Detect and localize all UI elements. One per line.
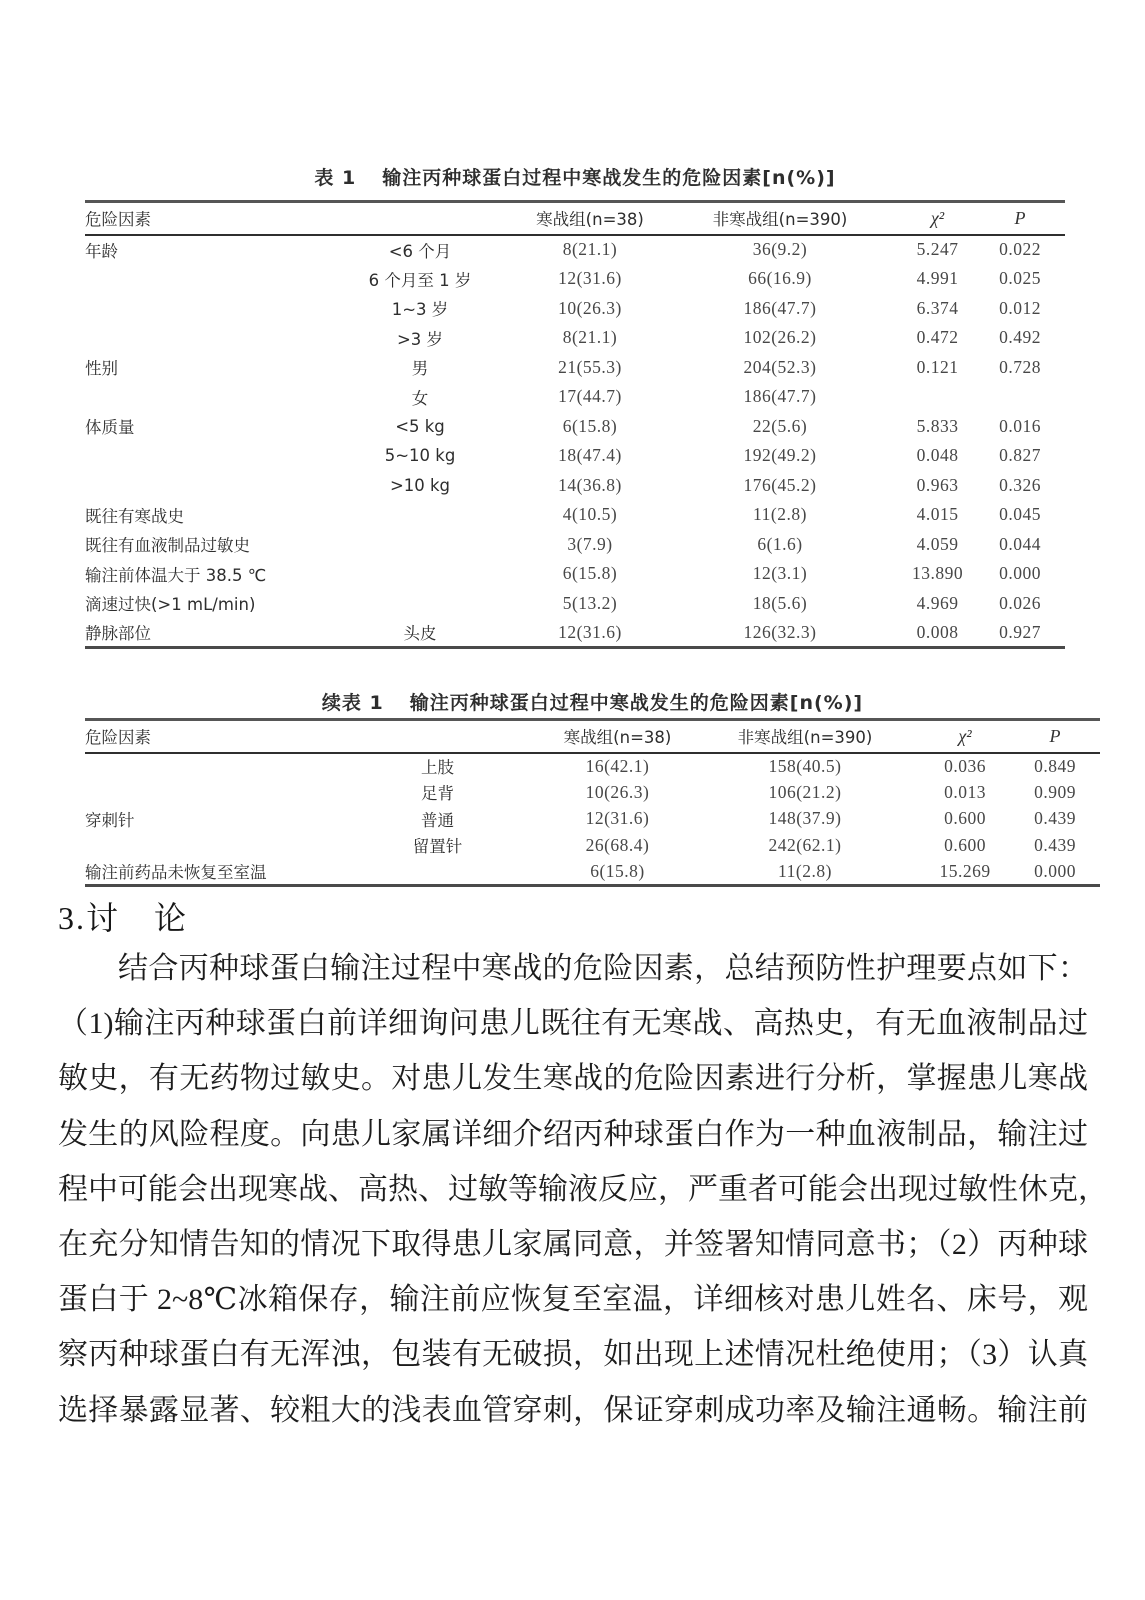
table-cell: 6(15.8) [562,563,618,584]
table-cell: 22(5.6) [752,415,808,436]
table-cell: 0.000 [1034,860,1076,881]
table-cell: 0.000 [999,563,1041,584]
table-cell: 0.026 [999,592,1041,613]
table-cell: 11(2.8) [778,860,832,881]
table-cell [320,500,520,530]
table-cell: 5(13.2) [562,592,618,613]
table-cell: 0.016 [999,415,1041,436]
table-row [85,294,1065,324]
table-row [85,323,1065,353]
paragraph-line: 敏史，有无药物过敏史。对患儿发生寒战的危险因素进行分析，掌握患儿寒战 [58,1062,1088,1096]
table-cell: 上肢 [421,758,454,778]
table-cell: 足背 [421,784,454,804]
table-cell: 女 [411,388,429,408]
table-cell: 16(42.1) [585,755,650,776]
table-cell [320,559,520,589]
table-cell: 0.927 [999,621,1041,642]
table-header-cell: 寒战组(n=38) [536,210,644,230]
table-header-cell: P [1014,207,1026,228]
table-row [85,832,1100,859]
table-cell: 0.045 [999,504,1041,525]
table-cell [85,382,320,412]
table-cell: 0.728 [999,356,1041,377]
table-cell: 11(2.8) [753,504,807,525]
table-cell: 36(9.2) [752,239,808,260]
table-cell [85,323,320,353]
table-cell: 204(52.3) [743,356,817,377]
table-cell [85,441,320,471]
table-cell [85,471,320,501]
table-cell: 静脉部位 [85,624,151,643]
table-cell: 158(40.5) [768,755,842,776]
table-header-cell [330,720,545,753]
table2-title [85,688,1100,715]
table-header-cell: χ² [930,207,945,228]
table-cell [330,859,545,886]
table-row [85,559,1065,589]
table-row [85,589,1065,619]
table-cell: 0.022 [999,239,1041,260]
table-cell: 4.969 [916,592,959,613]
table-cell: 输注前药品未恢复至室温 [85,863,267,882]
table-cell: 18(5.6) [752,592,808,613]
table-cell: 10(26.3) [558,297,622,318]
table-header-cell [320,202,520,235]
paragraph-line: 程中可能会出现寒战、高热、过敏等输液反应，严重者可能会出现过敏性休克， [58,1172,1108,1206]
table-cell: 0.326 [999,474,1041,495]
table-cell [975,382,1065,412]
table-cell: 6 个月至 1 岁 [368,270,472,290]
table-cell: 176(45.2) [743,474,817,495]
table-cell: 15.269 [939,860,991,881]
table-cell: 0.439 [1034,834,1076,855]
paragraph-line: 选择暴露显著、较粗大的浅表血管穿刺，保证穿刺成功率及输注通畅。输注前 [58,1393,1088,1427]
table-cell: 14(36.8) [558,474,622,495]
paragraph-line: 察丙种球蛋白有无浑浊，包装有无破损，如出现上述情况杜绝使用；（3）认真 [58,1338,1088,1372]
table-cell: 头皮 [403,624,437,643]
paragraph-line: 结合丙种球蛋白输注过程中寒战的危险因素，总结预防性护理要点如下： [118,952,1088,985]
table-cell: 148(37.9) [768,808,842,829]
table2-title-label: 续表 1 [321,692,384,714]
table-cell: 6(15.8) [590,860,645,881]
table-cell: 0.963 [916,474,959,495]
table-header-cell: 非寒战组(n=390) [737,728,873,748]
table-cell: 0.600 [944,808,986,829]
table-cell: 0.600 [944,834,986,855]
table-cell: 5~10 kg [384,446,456,466]
table-cell: 12(31.6) [558,621,622,642]
paragraph-line: 蛋白于 2~8℃冰箱保存，输注前应恢复至室温，详细核对患儿姓名、床号，观 [58,1283,1088,1317]
table-cell: 0.036 [944,755,986,776]
table-cell: 既往有寒战史 [85,506,184,526]
table-cell: 留置针 [412,837,463,857]
table-cell: 0.025 [999,268,1041,289]
table-row [85,859,1100,886]
table-cell: 0.121 [916,356,959,377]
table-header-cell: 危险因素 [85,728,151,748]
paragraph-line: （1)输注丙种球蛋白前详细询问患儿既往有无寒战、高热史，有无血液制品过 [58,1007,1088,1041]
discussion-heading: 3.讨 论 [58,900,189,936]
table1-header [85,202,1065,235]
table-row [85,264,1065,294]
table-header-row [85,202,1065,235]
table-row [85,753,1100,780]
table-cell: 4.991 [916,268,959,289]
table-cell: <6 个月 [388,241,452,261]
table-header-cell: 寒战组(n=38) [563,728,672,748]
table-cell: 0.048 [916,445,959,466]
table-row [85,618,1065,648]
table-cell: 0.849 [1034,755,1076,776]
table-cell: 5.833 [916,415,959,436]
table-row [85,779,1100,806]
table-cell: 6(15.8) [562,415,618,436]
table-cell: 12(3.1) [752,563,808,584]
table-cell: 0.909 [1034,781,1076,802]
table2-title-text: 输注丙种球蛋白过程中寒战发生的危险因素[n(%)] [409,692,864,714]
table-cell: 0.008 [916,621,959,642]
table-row [85,806,1100,833]
table-cell: 1~3 岁 [391,300,449,320]
table-row [85,500,1065,530]
table-row [85,235,1065,265]
table1-title-text: 输注丙种球蛋白过程中寒战发生的危险因素[n(%)] [382,167,836,189]
table-header-cell: χ² [958,725,972,746]
table-cell: 0.013 [944,781,986,802]
table-row [85,441,1065,471]
paragraph-line: 发生的风险程度。向患儿家属详细介绍丙种球蛋白作为一种血液制品，输注过 [58,1117,1088,1151]
table1-title [85,163,1065,190]
table-cell: 0.472 [916,327,959,348]
table-cell [320,530,520,560]
table-cell: 13.890 [911,563,964,584]
table-row [85,353,1065,383]
table-cell [85,264,320,294]
table-cell: 186(47.7) [743,297,817,318]
table-cell: 0.827 [999,445,1041,466]
table1-body [85,235,1065,648]
paragraph-line: 在充分知情告知的情况下取得患儿家属同意，并签署知情同意书；（2）丙种球 [58,1227,1088,1261]
table-cell [85,832,330,859]
table-cell: 输注前体温大于 38.5 ℃ [85,565,267,585]
table-cell: <5 kg [395,416,445,436]
table-cell: 既往有血液制品过敏史 [85,536,250,556]
table2-header [85,720,1100,753]
table-cell: 0.439 [1034,808,1076,829]
table-cell [900,382,975,412]
table2-body [85,753,1100,886]
table-cell [85,294,320,324]
table-cell: 男 [411,359,429,379]
table-cell: 普通 [421,810,454,830]
table-cell: 106(21.2) [768,781,842,802]
table1 [85,200,1065,649]
table-cell: 4(10.5) [562,504,618,525]
table-row [85,412,1065,442]
table-cell: 66(16.9) [748,268,812,289]
table-cell: 17(44.7) [558,386,622,407]
table-header-cell: P [1049,725,1061,746]
table-cell: 6.374 [916,297,959,318]
table-cell: 性别 [85,359,118,379]
table-cell: 10(26.3) [585,781,650,802]
table-cell: 126(32.3) [743,621,817,642]
table2 [85,718,1100,887]
table-header-cell: 危险因素 [85,210,151,230]
table-cell: 4.059 [916,533,959,554]
table-cell: 242(62.1) [768,834,842,855]
table-cell: 102(26.2) [743,327,817,348]
discussion-paragraph [58,941,1108,1438]
table-cell: 穿刺针 [85,810,135,830]
table-header-row [85,720,1100,753]
table-cell: 5.247 [916,239,959,260]
table-header-cell: 非寒战组(n=390) [712,210,848,230]
table-cell: >10 kg [389,475,451,495]
table-cell: 186(47.7) [743,386,817,407]
table-cell [85,779,330,806]
table-cell: >3 岁 [396,329,444,349]
table-row [85,382,1065,412]
table-cell: 0.012 [999,297,1041,318]
table-cell: 3(7.9) [567,533,613,554]
table-cell: 8(21.1) [562,327,618,348]
table-cell: 4.015 [916,504,959,525]
table-cell [85,753,330,780]
table-cell: 6(1.6) [757,533,803,554]
table-cell: 12(31.6) [585,808,650,829]
table-row [85,530,1065,560]
table-cell: 0.044 [999,533,1041,554]
table-cell: 12(31.6) [558,268,622,289]
table-cell: 滴速过快(>1 mL/min) [85,595,256,615]
table-cell [320,589,520,619]
table-cell: 21(55.3) [558,356,622,377]
table-cell: 26(68.4) [585,834,650,855]
table-cell: 192(49.2) [743,445,817,466]
table-cell: 8(21.1) [562,239,618,260]
table-cell: 体质量 [85,418,135,438]
table-row [85,471,1065,501]
table-cell: 18(47.4) [558,445,622,466]
table1-title-label: 表 1 [314,167,357,189]
table-cell: 年龄 [85,241,118,261]
table-cell: 0.492 [999,327,1041,348]
